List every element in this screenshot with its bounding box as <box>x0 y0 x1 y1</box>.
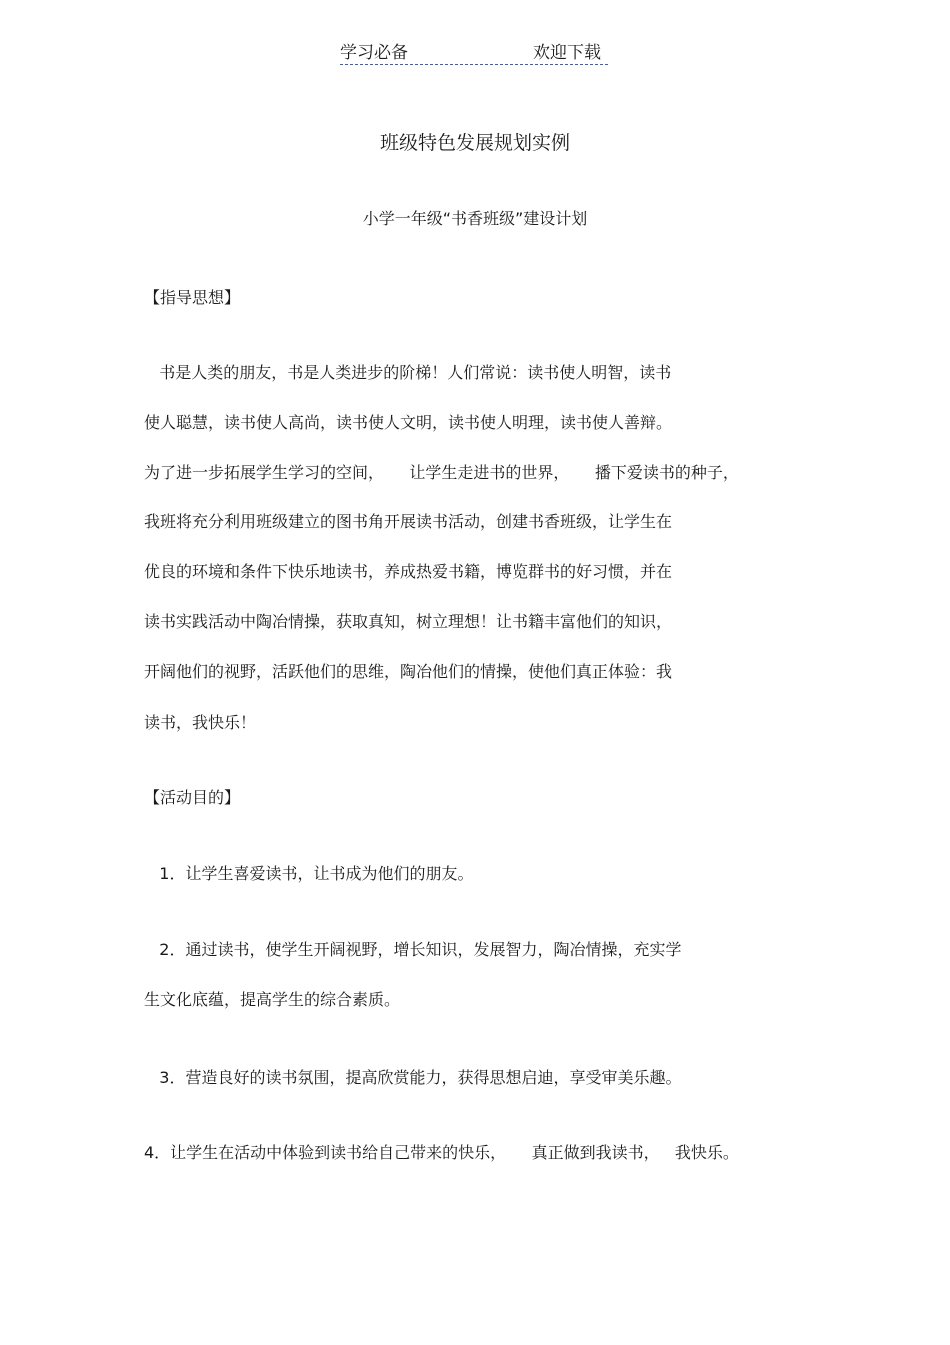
paragraph-line: 读书实践活动中陶冶情操，获取真知，树立理想！让书籍丰富他们的知识， <box>144 612 673 631</box>
list-item: 2．通过读书，使学生开阔视野，增长知识，发展智力，陶冶情操，充实学 <box>144 940 682 959</box>
document-subtitle: 小学一年级“书香班级”建设计划 <box>362 209 588 228</box>
header-left-text: 学习必备 <box>340 43 408 63</box>
header-right-text: 欢迎下载 <box>533 43 601 63</box>
section-heading-goals: 【活动目的】 <box>144 788 241 807</box>
document-title: 班级特色发展规划实例 <box>379 132 570 154</box>
list-item-continuation: 生文化底蕴，提高学生的综合素质。 <box>144 990 401 1009</box>
paragraph-line: 使人聪慧，读书使人高尚，读书使人文明，读书使人明理，读书使人善辩。 <box>144 413 673 432</box>
paragraph-line: 我班将充分利用班级建立的图书角开展读书活动，创建书香班级，让学生在 <box>144 512 673 531</box>
list-item: 3．营造良好的读书氛围，提高欣赏能力，获得思想启迪，享受审美乐趣。 <box>144 1068 682 1087</box>
paragraph-line: 开阔他们的视野，活跃他们的思维，陶冶他们的情操，使他们真正体验：我 <box>144 662 673 681</box>
list-item: 1．让学生喜爱读书，让书成为他们的朋友。 <box>144 864 474 883</box>
paragraph-line: 为了进一步拓展学生学习的空间， 让学生走进书的世界， 播下爱读书的种子， <box>144 463 739 482</box>
section-heading-guiding: 【指导思想】 <box>144 288 241 307</box>
list-item: 4．让学生在活动中体验到读书给自己带来的快乐， 真正做到我读书， 我快乐。 <box>144 1143 739 1162</box>
paragraph-line: 优良的环境和条件下快乐地读书，养成热爱书籍，博览群书的好习惯，并在 <box>144 562 673 581</box>
paragraph-line: 读书，我快乐！ <box>144 713 257 732</box>
paragraph-line: 书是人类的朋友，书是人类进步的阶梯！人们常说：读书使人明智，读书 <box>144 363 672 382</box>
page-header <box>340 42 608 66</box>
header-dashed-underline <box>340 64 608 65</box>
